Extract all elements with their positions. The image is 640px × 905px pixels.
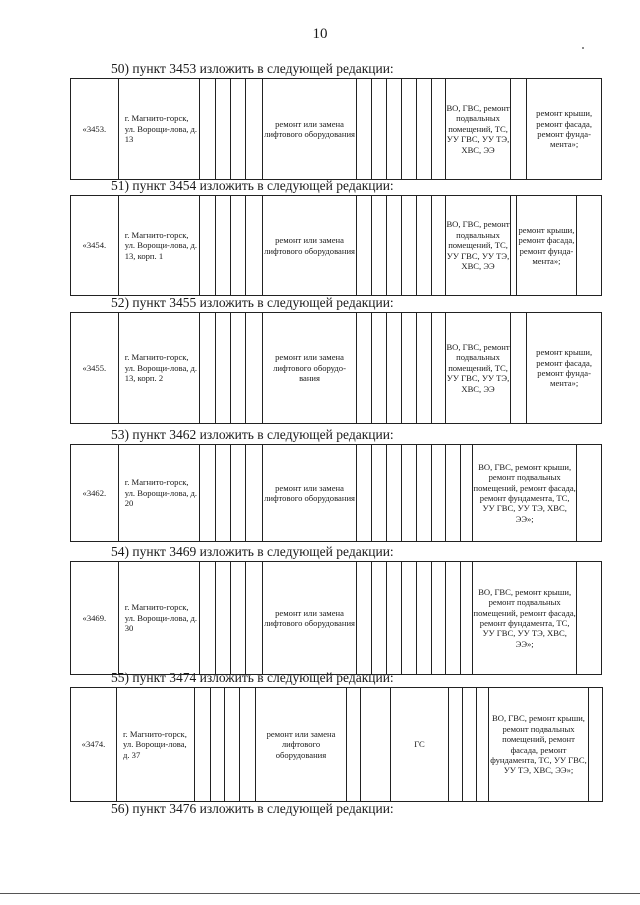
works-list-cell: ВО, ГВС, ремонт крыши, ремонт подвальных помещений, ремонт фасада, ремонт фундамента, ТС, УУ ГВС, УУ ТЭ, ХВС, ЭЭ»; xyxy=(473,445,577,542)
section-heading: 53) пункт 3462 изложить в следующей редакции: xyxy=(111,427,394,442)
section-heading: 56) пункт 3476 изложить в следующей редакции: xyxy=(111,801,394,816)
table-row xyxy=(70,561,602,675)
works-cell: ремонт или замена лифтового оборудования xyxy=(256,688,347,802)
works-cell: ремонт или замена лифтового оборудования xyxy=(262,196,356,296)
works-list-cell: ВО, ГВС, ремонт крыши, ремонт подвальных помещений, ремонт фасада, ремонт фундамента, ТС, УУ ГВС, УУ ТЭ, ХВС, ЭЭ»; xyxy=(473,562,577,675)
address-cell: г. Магнито-горск, ул. Ворощи-лова, д. 20 xyxy=(118,445,199,542)
works-list-cell: ВО, ГВС, ремонт подвальных помещений, ТС, УУ ГВС, УУ ТЭ, ХВС, ЭЭ xyxy=(446,79,510,180)
works-cell: ремонт или замена лифтового оборудования xyxy=(262,562,356,675)
item-number: «3469. xyxy=(71,562,119,675)
table-row xyxy=(70,444,602,542)
works-list-cell-b: ремонт крыши, ремонт фасада, ремонт фунда-мента»; xyxy=(516,196,576,296)
address-cell: г. Магнито-горск, ул. Ворощи-лова, д. 13 xyxy=(118,79,199,180)
item-number: «3455. xyxy=(71,313,119,424)
section-heading: 50) пункт 3453 изложить в следующей редакции: xyxy=(111,61,394,76)
item-number: «3454. xyxy=(71,196,119,296)
page-number: 10 xyxy=(312,26,328,42)
section-heading: 52) пункт 3455 изложить в следующей редакции: xyxy=(111,295,394,310)
works-list-cell-b: ремонт крыши, ремонт фасада, ремонт фунда-мента»; xyxy=(527,313,602,424)
section-heading: 54) пункт 3469 изложить в следующей редакции: xyxy=(111,544,394,559)
table-row xyxy=(70,312,602,424)
item-number: «3453. xyxy=(71,79,119,180)
works-cell: ремонт или замена лифтового оборудо-вания xyxy=(262,313,356,424)
works-cell: ремонт или замена лифтового оборудования xyxy=(262,79,356,180)
works-list-cell-b: ремонт крыши, ремонт фасада, ремонт фунда-мента»; xyxy=(527,79,602,180)
address-cell: г. Магнито-горск, ул. Ворощи-лова, д. 13, корп. 2 xyxy=(118,313,199,424)
section-heading: 51) пункт 3454 изложить в следующей редакции: xyxy=(111,178,394,193)
works-list-cell: ВО, ГВС, ремонт подвальных помещений, ТС, УУ ГВС, УУ ТЭ, ХВС, ЭЭ xyxy=(446,313,510,424)
extra-code-cell: ГС xyxy=(391,688,449,802)
address-cell: г. Магнито-горск, ул. Ворощи-лова, д. 13, корп. 1 xyxy=(118,196,199,296)
table-row xyxy=(70,195,602,296)
scan-speck xyxy=(582,47,584,49)
address-cell: г. Магнито-горск, ул. Ворощи-лова, д. 37 xyxy=(117,688,195,802)
works-cell: ремонт или замена лифтового оборудования xyxy=(262,445,356,542)
page-bottom-edge xyxy=(0,893,640,894)
item-number: «3462. xyxy=(71,445,119,542)
table-row xyxy=(70,78,602,180)
works-list-cell: ВО, ГВС, ремонт крыши, ремонт подвальных помещений, ремонт фасада, ремонт фундамента, ТС, УУ ГВС, УУ ТЭ, ХВС, ЭЭ»; xyxy=(489,688,589,802)
works-list-cell: ВО, ГВС, ремонт подвальных помещений, ТС, УУ ГВС, УУ ТЭ, ХВС, ЭЭ xyxy=(446,196,510,296)
table-row xyxy=(70,687,603,802)
address-cell: г. Магнито-горск, ул. Ворощи-лова, д. 30 xyxy=(118,562,199,675)
item-number: «3474. xyxy=(71,688,117,802)
section-heading: 55) пункт 3474 изложить в следующей редакции: xyxy=(111,670,394,685)
